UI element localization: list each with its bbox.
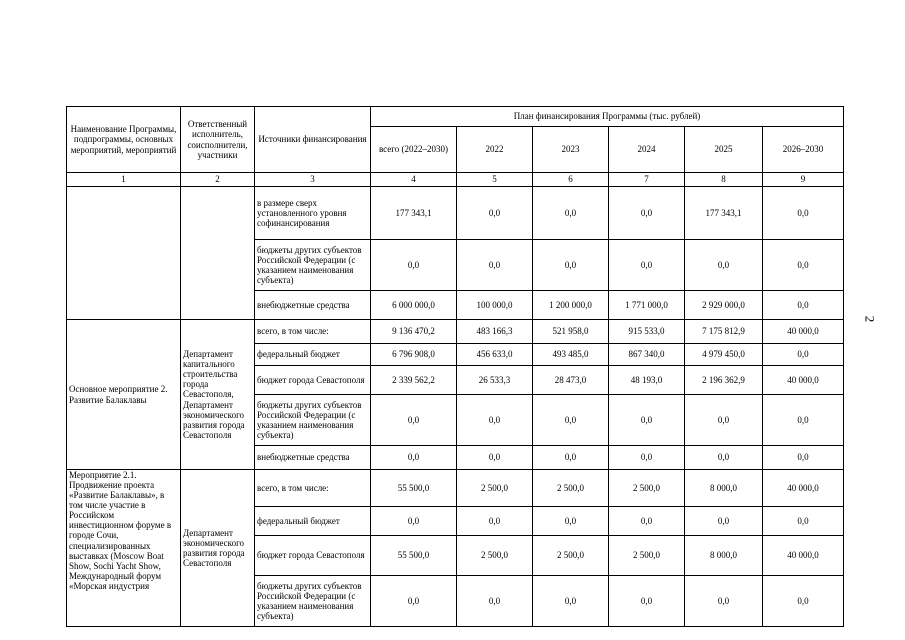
amount-cell: 0,0	[371, 446, 457, 470]
amount-cell: 0,0	[371, 507, 457, 536]
funding-source: бюджет города Севастополя	[255, 536, 371, 576]
funding-source: всего, в том числе:	[255, 320, 371, 344]
amount-cell: 8 000,0	[685, 536, 763, 576]
amount-cell: 4 979 450,0	[685, 344, 763, 366]
amount-cell: 0,0	[533, 187, 609, 240]
amount-cell: 0,0	[763, 507, 844, 536]
amount-cell: 0,0	[685, 576, 763, 627]
amount-cell: 0,0	[763, 576, 844, 627]
amount-cell: 483 166,3	[457, 320, 533, 344]
column-index: 9	[763, 173, 844, 187]
funding-source: бюджет города Севастополя	[255, 366, 371, 395]
header-year-2023: 2023	[533, 127, 609, 173]
amount-cell: 867 340,0	[609, 344, 685, 366]
funding-source: бюджеты других субъектов Российской Федерации (с указанием наименования субъекта)	[255, 395, 371, 446]
column-index: 2	[181, 173, 255, 187]
program-name: Мероприятие 2.1. Продвижение проекта «Развитие Балаклавы», в том числе участие в Российском инвестиционном форуме в городе Сочи, специализированных выставках (Moscow Boat Show, Sochi Yacht Show, Международный форум «Морская индустрия	[67, 470, 181, 627]
amount-cell: 0,0	[609, 240, 685, 291]
amount-cell: 2 929 000,0	[685, 291, 763, 320]
executor	[181, 187, 255, 320]
amount-cell: 2 196 362,9	[685, 366, 763, 395]
amount-cell: 0,0	[609, 187, 685, 240]
funding-source: федеральный бюджет	[255, 507, 371, 536]
header-source: Источники финансирования	[255, 107, 371, 173]
financing-table	[66, 106, 844, 627]
amount-cell: 0,0	[685, 395, 763, 446]
amount-cell: 2 500,0	[533, 536, 609, 576]
amount-cell: 0,0	[763, 446, 844, 470]
amount-cell: 26 533,3	[457, 366, 533, 395]
amount-cell: 0,0	[609, 395, 685, 446]
amount-cell: 0,0	[763, 291, 844, 320]
amount-cell: 40 000,0	[763, 320, 844, 344]
column-index: 7	[609, 173, 685, 187]
amount-cell: 0,0	[457, 187, 533, 240]
amount-cell: 7 175 812,9	[685, 320, 763, 344]
amount-cell: 0,0	[371, 395, 457, 446]
amount-cell: 0,0	[763, 395, 844, 446]
header-year-2022: 2022	[457, 127, 533, 173]
amount-cell: 0,0	[763, 240, 844, 291]
amount-cell: 0,0	[685, 240, 763, 291]
header-year-2026-2030: 2026–2030	[763, 127, 844, 173]
amount-cell: 0,0	[685, 507, 763, 536]
amount-cell: 177 343,1	[685, 187, 763, 240]
amount-cell: 0,0	[609, 446, 685, 470]
amount-cell: 8 000,0	[685, 470, 763, 507]
amount-cell: 40 000,0	[763, 470, 844, 507]
executor: Департамент экономического развития города Севастополя	[181, 470, 255, 627]
amount-cell: 0,0	[609, 576, 685, 627]
column-index: 1	[67, 173, 181, 187]
amount-cell: 48 193,0	[609, 366, 685, 395]
funding-source: всего, в том числе:	[255, 470, 371, 507]
funding-source: внебюджетные средства	[255, 446, 371, 470]
amount-cell: 9 136 470,2	[371, 320, 457, 344]
amount-cell: 0,0	[533, 576, 609, 627]
amount-cell: 456 633,0	[457, 344, 533, 366]
amount-cell: 0,0	[457, 395, 533, 446]
amount-cell: 0,0	[533, 507, 609, 536]
funding-source: бюджеты других субъектов Российской Федерации (с указанием наименования субъекта)	[255, 240, 371, 291]
amount-cell: 0,0	[609, 507, 685, 536]
amount-cell: 2 500,0	[609, 470, 685, 507]
program-name	[67, 187, 181, 320]
header-year-2025: 2025	[685, 127, 763, 173]
amount-cell: 1 771 000,0	[609, 291, 685, 320]
amount-cell: 0,0	[457, 576, 533, 627]
amount-cell: 0,0	[533, 446, 609, 470]
amount-cell: 0,0	[371, 576, 457, 627]
amount-cell: 2 500,0	[609, 536, 685, 576]
amount-cell: 0,0	[685, 446, 763, 470]
column-index: 3	[255, 173, 371, 187]
executor: Департамент капитального строительства города Севастополя, Департамент экономического развития города Севастополя	[181, 320, 255, 470]
amount-cell: 0,0	[457, 240, 533, 291]
header-plan: План финансирования Программы (тыс. рублей)	[371, 107, 844, 127]
header-year-2024: 2024	[609, 127, 685, 173]
page-number: 2	[862, 315, 878, 323]
amount-cell: 100 000,0	[457, 291, 533, 320]
amount-cell: 0,0	[457, 446, 533, 470]
amount-cell: 521 958,0	[533, 320, 609, 344]
header-year-total: всего (2022–2030)	[371, 127, 457, 173]
amount-cell: 2 500,0	[533, 470, 609, 507]
amount-cell: 55 500,0	[371, 470, 457, 507]
column-index: 6	[533, 173, 609, 187]
header-name: Наименование Программы, подпрограммы, основных мероприятий, мероприятий	[67, 107, 181, 173]
amount-cell: 40 000,0	[763, 366, 844, 395]
funding-source: в размере сверх установленного уровня софинансирования	[255, 187, 371, 240]
table-row	[67, 470, 844, 507]
amount-cell: 915 533,0	[609, 320, 685, 344]
amount-cell: 28 473,0	[533, 366, 609, 395]
funding-source: внебюджетные средства	[255, 291, 371, 320]
funding-source: бюджеты других субъектов Российской Федерации (с указанием наименования субъекта)	[255, 576, 371, 627]
program-name: Основное мероприятие 2. Развитие Балаклавы	[67, 320, 181, 470]
funding-source: федеральный бюджет	[255, 344, 371, 366]
amount-cell: 2 500,0	[457, 470, 533, 507]
column-index: 4	[371, 173, 457, 187]
amount-cell: 40 000,0	[763, 536, 844, 576]
amount-cell: 0,0	[533, 240, 609, 291]
column-index: 5	[457, 173, 533, 187]
amount-cell: 2 339 562,2	[371, 366, 457, 395]
table-row	[67, 320, 844, 344]
amount-cell: 55 500,0	[371, 536, 457, 576]
amount-cell: 6 000 000,0	[371, 291, 457, 320]
header-executor: Ответственный исполнитель, соисполнители, участники	[181, 107, 255, 173]
amount-cell: 6 796 908,0	[371, 344, 457, 366]
amount-cell: 0,0	[533, 395, 609, 446]
amount-cell: 1 200 000,0	[533, 291, 609, 320]
amount-cell: 0,0	[763, 344, 844, 366]
amount-cell: 2 500,0	[457, 536, 533, 576]
amount-cell: 0,0	[763, 187, 844, 240]
amount-cell: 493 485,0	[533, 344, 609, 366]
amount-cell: 0,0	[371, 240, 457, 291]
amount-cell: 177 343,1	[371, 187, 457, 240]
amount-cell: 0,0	[457, 507, 533, 536]
column-index: 8	[685, 173, 763, 187]
table-row	[67, 187, 844, 240]
